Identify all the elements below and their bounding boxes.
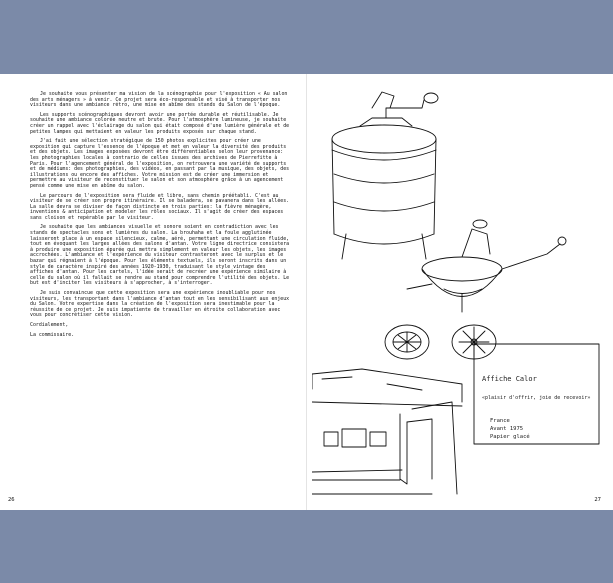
card-line-material: Papier glacé	[490, 434, 530, 440]
paragraph-conclusion: Je suis convaincue que cette exposition sera une expérience inoubliable pour nos visiteurs, les transportant dans l'ambiance d'antan tout en les sensibilisant aux enjeux du Salon. Votre expertise dans la création de l'exposition sera inestimable pour la réussite de ce projet. Je suis impatiente de travailler en étroite collaboration avec vous pour concrétiser cette vision.	[30, 290, 290, 319]
paragraph-photos: J'ai fait une sélection stratégique de 150 photos explicites pour créer une exposition qui capture l'essence de l'époque et met en valeur la diversité des produits et des objets. Les images exposées devront être différentiables selon leur provenance: les photographies locales à contrario de celles issues des archives de Pierrefitte à Paris. Pour l'agencement général de l'exposition, on retrouvera une variété de supports et de médiums: des photographies, des vidéos, en passant par la musique, des objets, des illustrations ou encore des affiches. Votre mission est de créer une immersion et permettre au visiteur de reconstituer le salon et son atmosphère grâce à un agencement pensé comme une mise en abîme du salon.	[30, 138, 290, 189]
paragraph-intro: Je souhaite vous présenter ma vision de la scénographie pour l'exposition « Au salon des arts ménagers » à venir. Ce projet sera éco-responsable et visé à transporter nos visiteurs dans une ambiance rétro, une mise en abîme des stands du Salon de l'époque.	[30, 91, 288, 109]
right-page-illustration	[312, 84, 608, 504]
page-number-left: 26	[8, 497, 15, 503]
paragraph-supports: Les supports scénographiques devront avoir une portée durable et réutilisable. Je souhaite une ambiance colorée neutre et brute. Pour l'atmosphère lumineuse, je souhaite créer un rappel avec l'éclairage du salon qui était composé d'une lumière générale et de petites lampes qui mettaient en valeur les produits exposés sur chaque stand.	[30, 111, 290, 135]
paragraph-parcours: Le parcours de l'exposition sera fluide et libre, sans chemin préétabli. C'est au visiteur de se créer son propre itinéraire. Il se baladera, se pavanera dans les allées. La salle devra se diviser de façon distincte en trois parties: la fièvre ménagère, inventions & anticipation et modeler les rôles sociaux. Il s'agit de créer des espaces sans cloison et repérable par le visiteur.	[30, 192, 290, 221]
card-line-slogan: «plaisir d'offrir, joie de recevoir»	[482, 395, 591, 401]
closing-text: Cordialement,	[30, 321, 69, 328]
book-spread	[0, 74, 613, 510]
exhibition-room-sketch	[312, 369, 462, 494]
card-line-country: France	[490, 418, 510, 424]
blade-discs	[385, 325, 496, 359]
page-number-right: 27	[594, 497, 601, 503]
mixer-illustration-1	[332, 92, 438, 259]
card-title: Affiche Calor	[482, 375, 537, 383]
paragraph-ambiances: Je souhaite que les ambiances visuelle et sonore soient en contradiction avec les stands de spectacles sons et lumières du salon. La brouhaha et la foule agglutinée laisseront place à un espace silencieux, calme, aéré, permettant une circulation fluide, tout en évoquant les larges allées des salons d'antan. Votre ligne directrice consistera à produire une exposition épurée qui mettra simplement en valeur les objets, les images accrochées. L'ambiance et l'expérience du visiteur contrasteront avec le surplus et le bazar qui régnaient à l'époque. Pour les éléments textuels, ils seront inscrits dans un style de caractère inspiré des années 1920-1930, traduisant le style vintage des affiches d'antan. Pour les cartels, l'idée serait de recréer une expérience similaire à celle du salon où il fallait se rendre au stand pour comprendre l'utilité des objets. Le but est d'inciter les visiteurs à s'approcher, à s'interroger.	[30, 224, 290, 287]
card-line-date: Avant 1975	[490, 426, 524, 432]
page-gutter	[306, 74, 307, 510]
left-page-text	[30, 92, 292, 342]
mixer-illustration-2	[407, 220, 566, 312]
signature-text: La commissaire.	[30, 331, 75, 338]
